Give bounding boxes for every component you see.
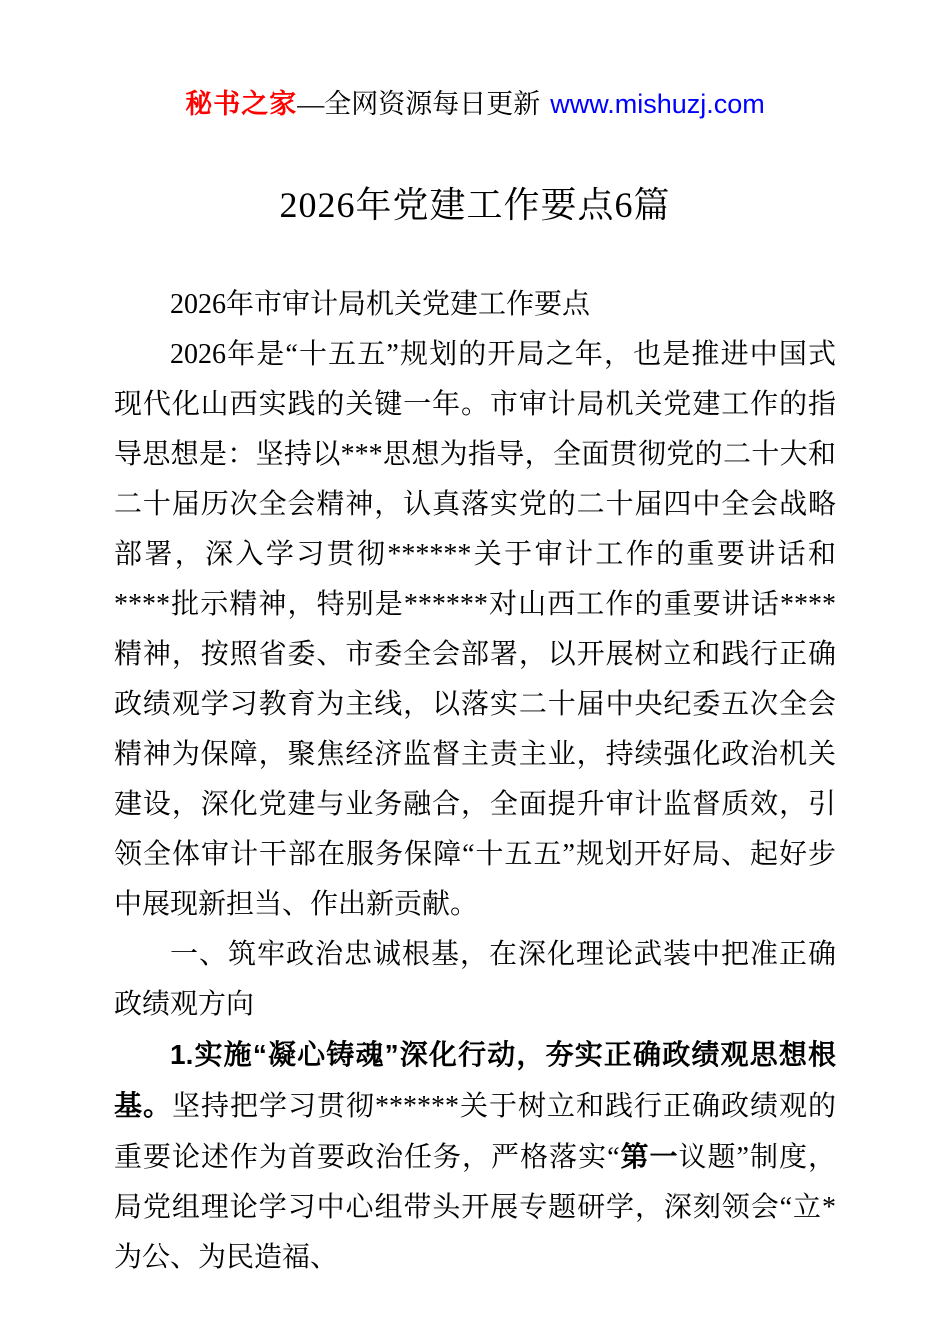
site-tagline: —全网资源每日更新 [297,89,541,119]
item-emphasis-bold: 第一 [619,1141,679,1172]
document-body [114,280,836,1283]
site-header [0,0,950,124]
site-brand: 秘书之家 [185,89,298,119]
item-text-after: 议题”制度，局党组理论学习中心组带头开展专题研学，深刻领会“立*为公、为民造福、 [114,1142,836,1273]
item-text-before: 坚持把学习贯彻******关于树立和践行正确政绩观的重要论述作为首要政治任务，严格落实“ [114,1091,836,1173]
doc-item-paragraph [114,1030,836,1283]
doc-section-heading: 一、筑牢政治忠诚根基，在深化理论武装中把准正确政绩观方向 [114,939,836,1020]
site-url-link[interactable]: www.mishuzj.com [550,89,765,119]
item-lead-bold: 1.实施“凝心铸魂”深化行动，夯实正确政绩观思想根基。 [114,1039,836,1121]
doc-intro-paragraph: 2026年是“十五五”规划的开局之年，也是推进中国式现代化山西实践的关键一年。市审计局机关党建工作的指导思想是：坚持以***思想为指导，全面贯彻党的二十大和二十届历次全会精神，认真落实党的二十届四中全会战略部署，深入学习贯彻******关于审计工作的重要讲话和****批示精神，特别是******对山西工作的重要讲话****精神，按照省委、市委全会部署，以开展树立和践行正确政绩观学习教育为主线，以落实二十届中央纪委五次全会精神为保障，聚焦经济监督主责主业，持续强化政治机关建设，深化党建与业务融合，全面提升审计监督质效，引领全体审计干部在服务保障“十五五”规划开好局、起好步中展现新担当、作出新贡献。 [114,339,836,920]
page-title: 2026年党建工作要点6篇 [279,185,671,225]
doc-subtitle: 2026年市审计局机关党建工作要点 [170,289,591,320]
